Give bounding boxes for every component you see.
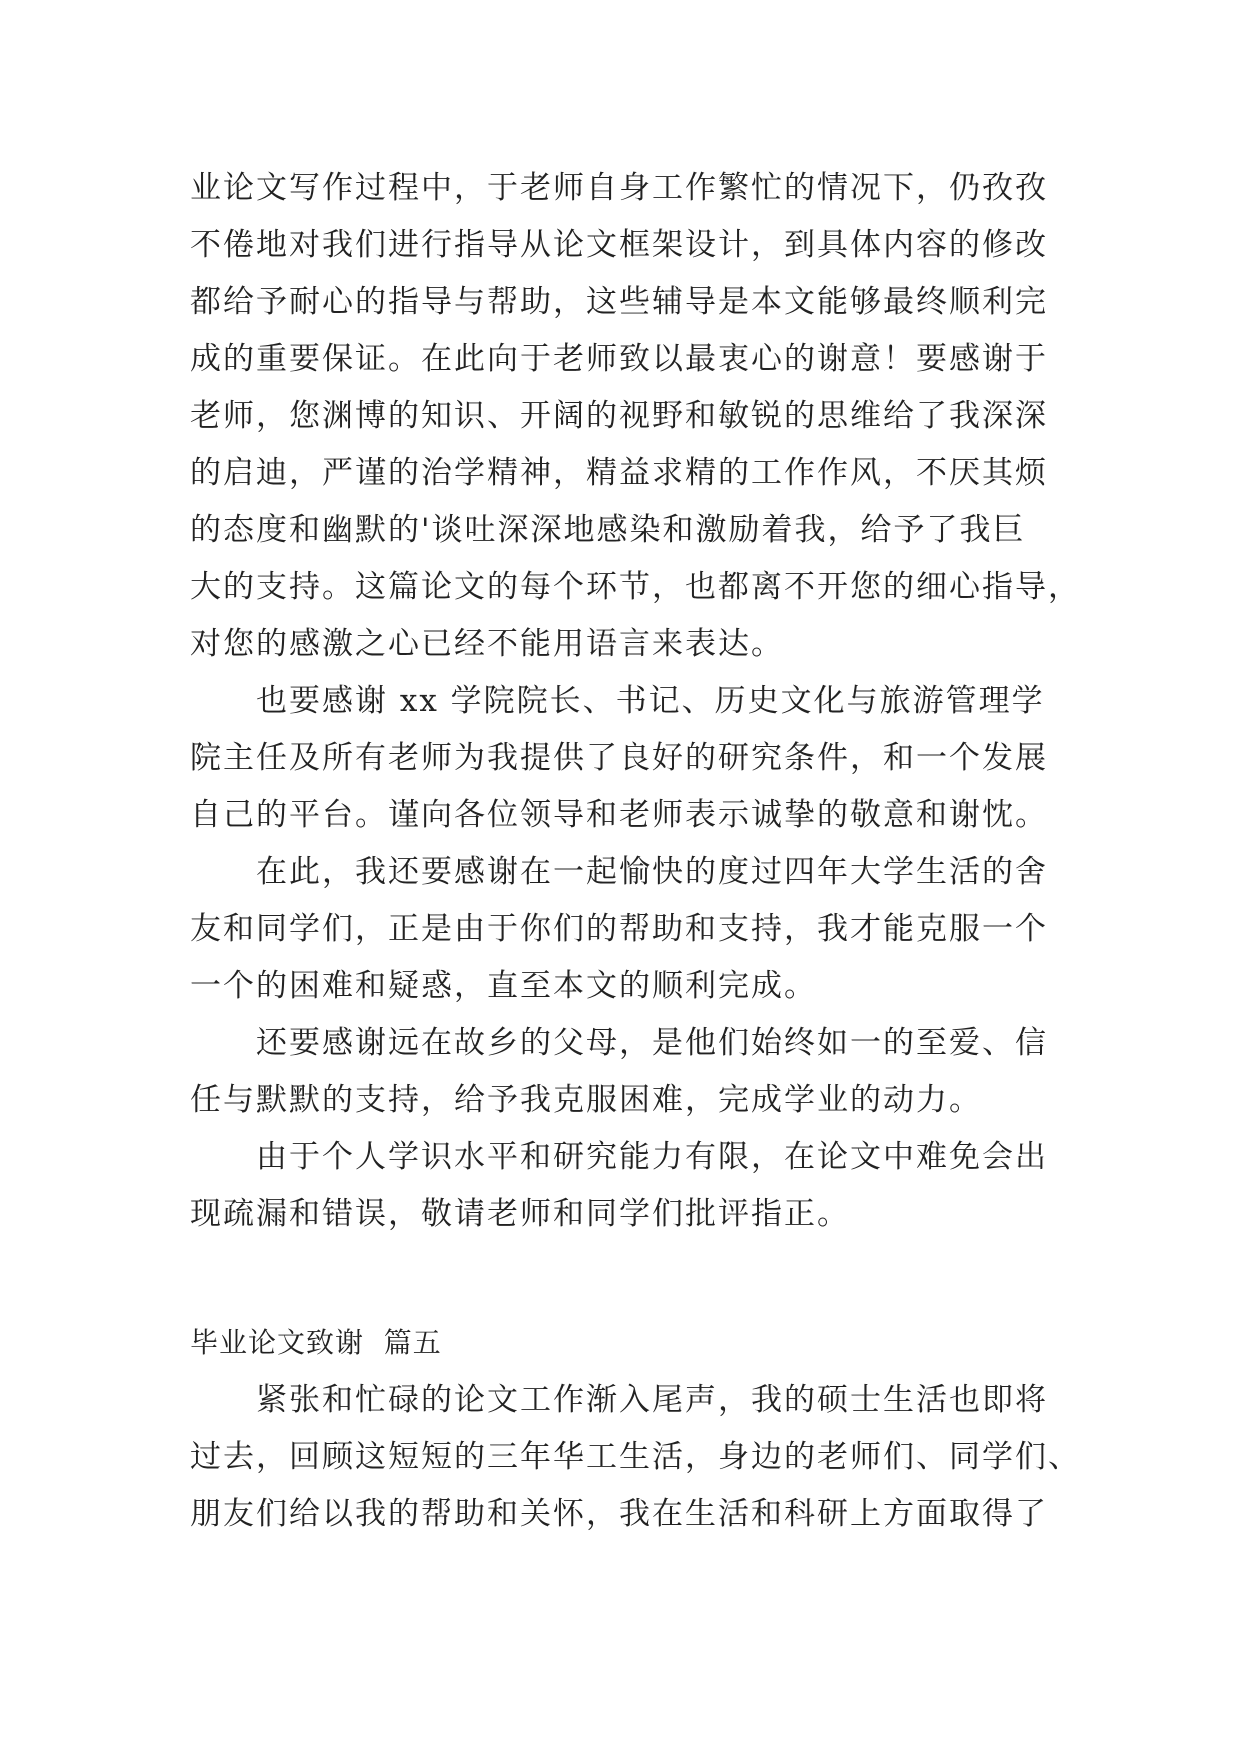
text-line: 友和同学们，正是由于你们的帮助和支持，我才能克服一个 <box>190 911 1048 947</box>
text-line: 现疏漏和错误，敬请老师和同学们批评指正。 <box>190 1196 850 1232</box>
text-line: 的态度和幽默的'谈吐深深地感染和激励着我，给予了我巨 <box>190 512 1026 548</box>
text-line: 还要感谢远在故乡的父母，是他们始终如一的至爱、信 <box>256 1025 1048 1061</box>
text-line: 过去，回顾这短短的三年华工生活，身边的老师们、同学们、 <box>190 1439 1081 1475</box>
text-line: 由于个人学识水平和研究能力有限，在论文中难免会出 <box>256 1139 1048 1175</box>
text-line: 也要感谢 xx 学院院长、书记、历史文化与旅游管理学 <box>256 683 1045 719</box>
text-line: 紧张和忙碌的论文工作渐入尾声，我的硕士生活也即将 <box>256 1382 1048 1418</box>
text-line: 大的支持。这篇论文的每个环节，也都离不开您的细心指导， <box>190 569 1081 605</box>
section-heading: 毕业论文致谢 篇五 <box>190 1326 442 1359</box>
text-line: 老师，您渊博的知识、开阔的视野和敏锐的思维给了我深深 <box>190 398 1048 434</box>
text-line: 业论文写作过程中，于老师自身工作繁忙的情况下，仍孜孜 <box>190 170 1048 206</box>
text-line: 在此，我还要感谢在一起愉快的度过四年大学生活的舍 <box>256 854 1048 890</box>
text-line: 任与默默的支持，给予我克服困难，完成学业的动力。 <box>190 1082 982 1118</box>
text-line: 不倦地对我们进行指导从论文框架设计，到具体内容的修改 <box>190 227 1048 263</box>
text-line: 都给予耐心的指导与帮助，这些辅导是本文能够最终顺利完 <box>190 284 1048 320</box>
text-line: 院主任及所有老师为我提供了良好的研究条件，和一个发展 <box>190 740 1048 776</box>
text-line: 对您的感激之心已经不能用语言来表达。 <box>190 626 784 662</box>
text-line: 朋友们给以我的帮助和关怀，我在生活和科研上方面取得了 <box>190 1496 1048 1532</box>
text-line: 的启迪，严谨的治学精神，精益求精的工作作风，不厌其烦 <box>190 455 1048 491</box>
text-line: 自己的平台。谨向各位领导和老师表示诚挚的敬意和谢忱。 <box>190 797 1048 833</box>
text-line: 一个的困难和疑惑，直至本文的顺利完成。 <box>190 968 817 1004</box>
text-line: 成的重要保证。在此向于老师致以最衷心的谢意！要感谢于 <box>190 341 1048 377</box>
